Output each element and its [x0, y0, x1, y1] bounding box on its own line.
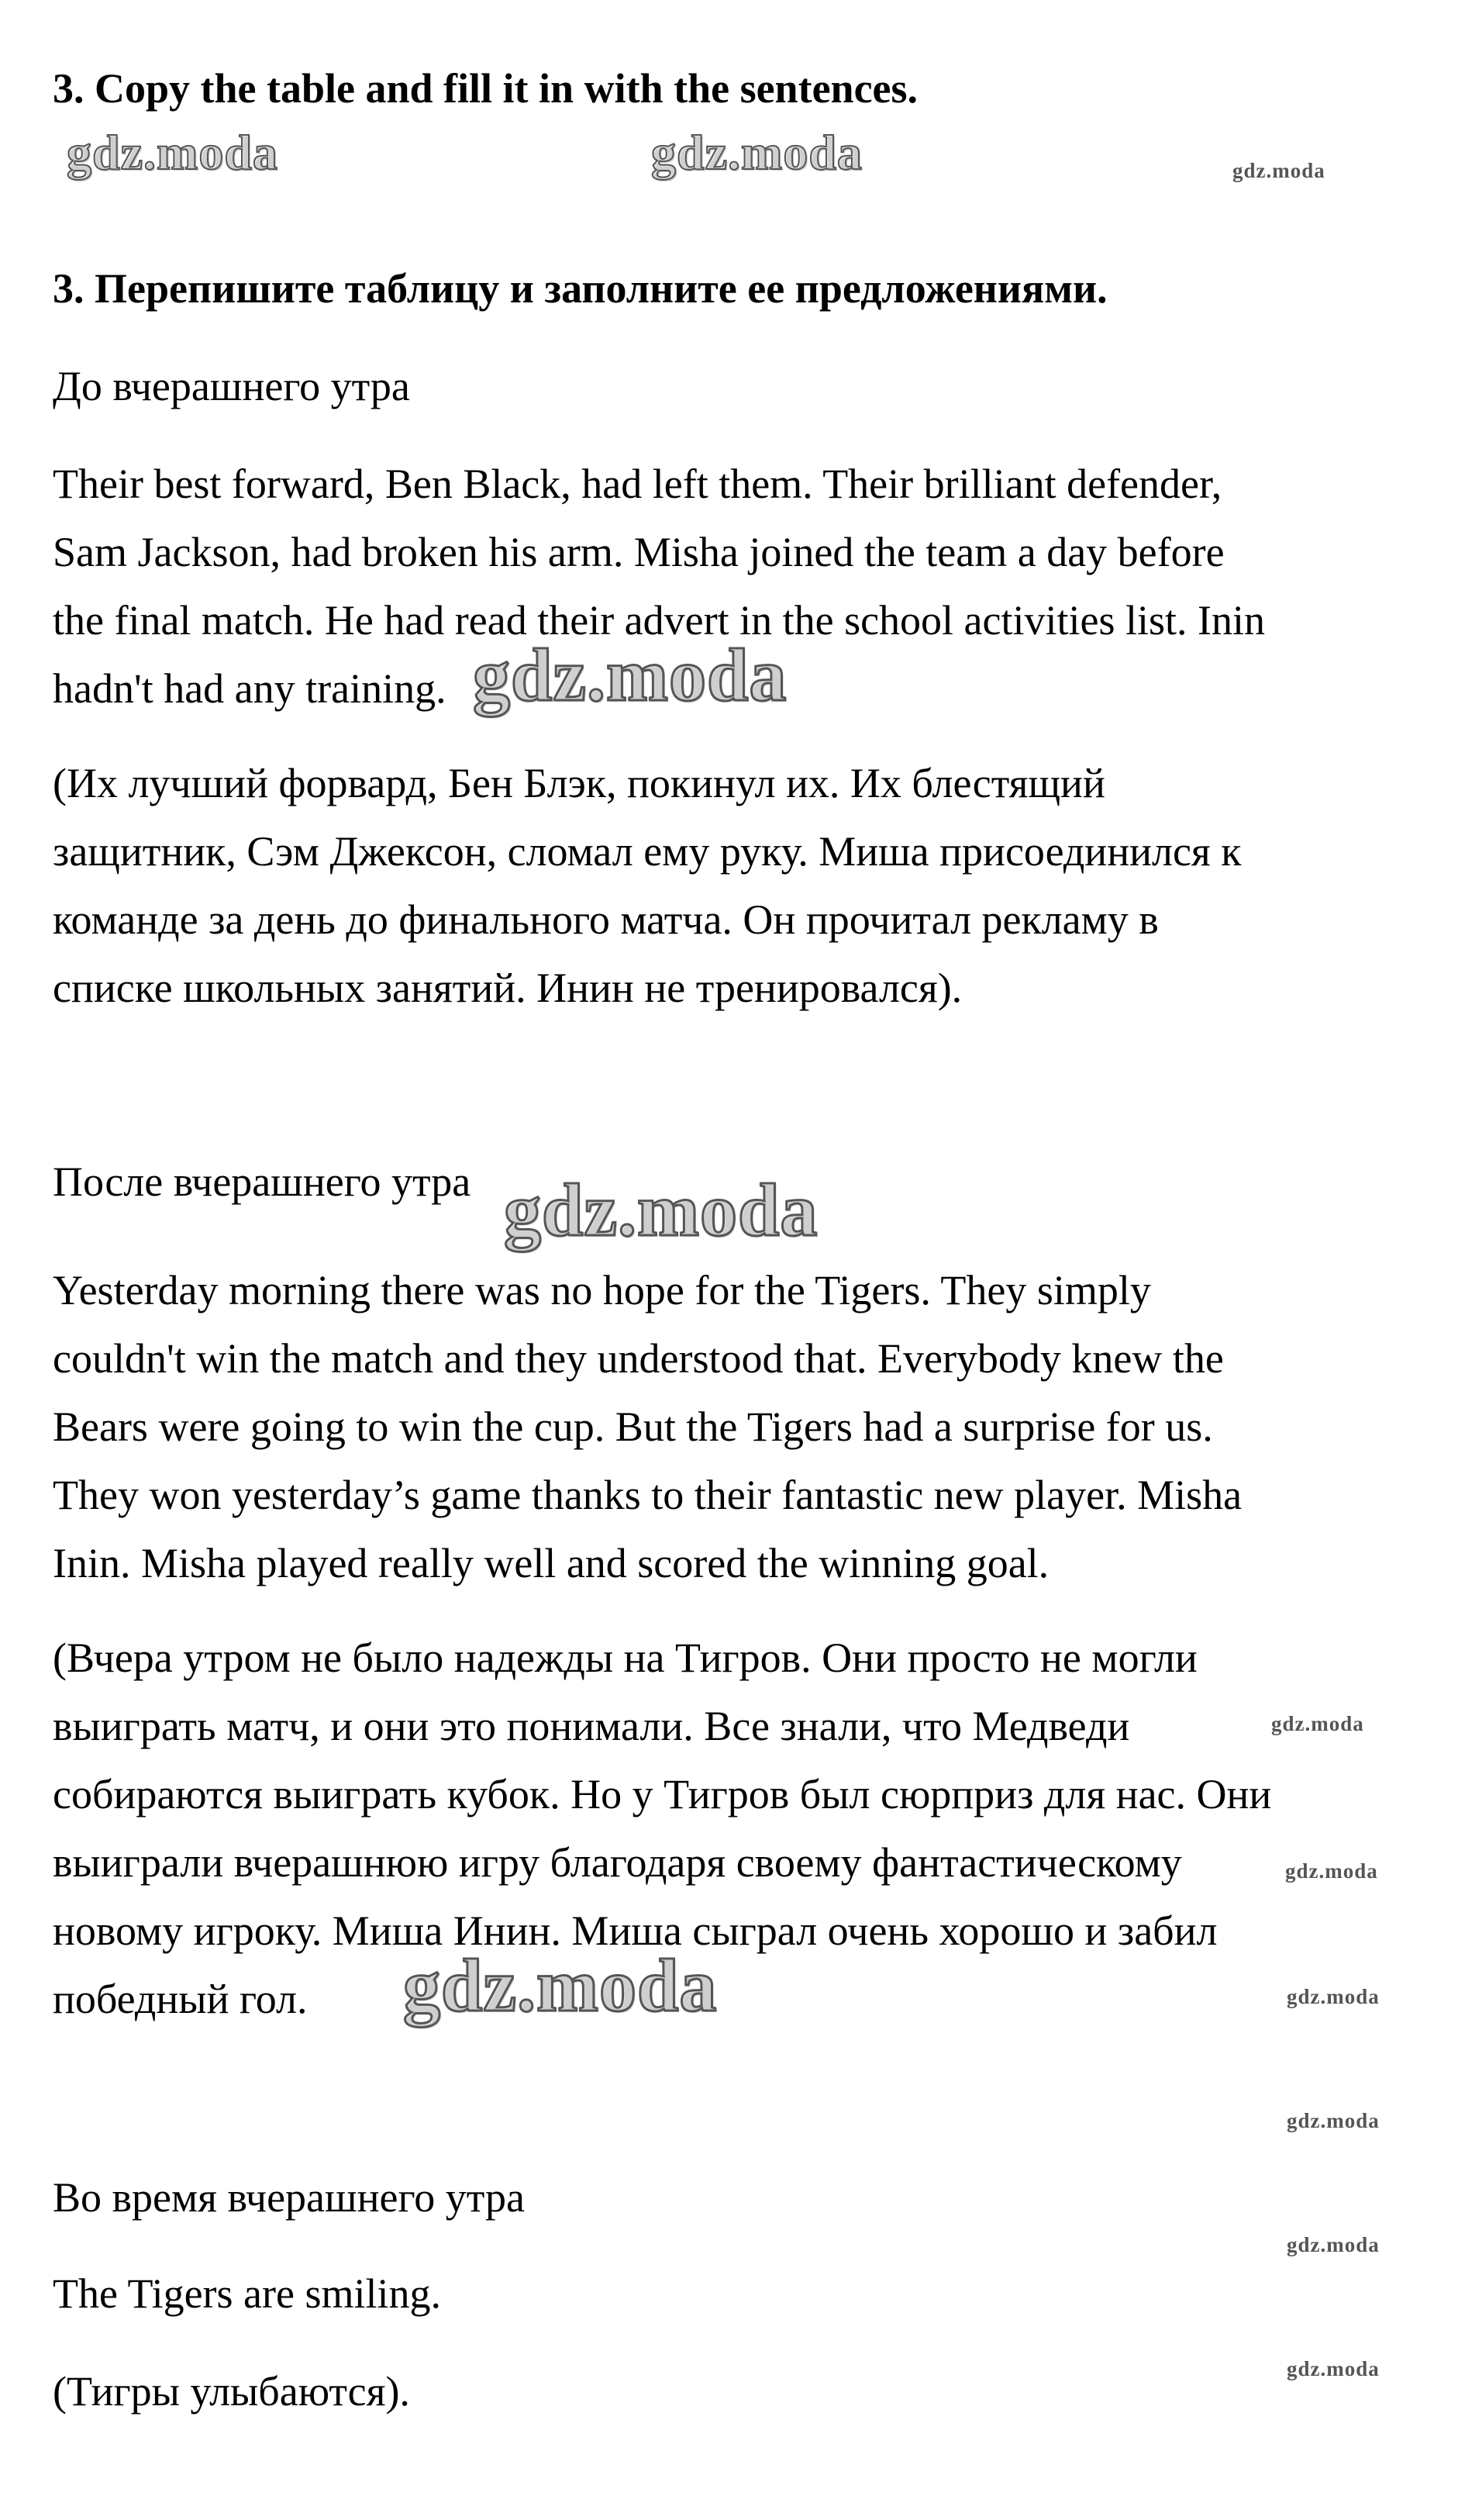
watermark: gdz.moda — [473, 633, 788, 716]
watermark: gdz.moda — [1287, 1985, 1380, 2008]
text-line: новому игроку. Миша Инин. Миша сыграл очень хорошо и забил — [53, 1907, 1218, 1954]
section-3-english: The Tigers are smiling. — [53, 2270, 441, 2317]
text-line: Yesterday morning there was no hope for the Tigers. They simply — [53, 1267, 1151, 1314]
section-1-russian — [53, 749, 1401, 1022]
watermark: gdz.moda — [403, 1944, 718, 2027]
section-1-heading: До вчерашнего утра — [53, 363, 410, 409]
section-2-english — [53, 1256, 1401, 1597]
watermark: gdz.moda — [651, 125, 863, 180]
text-line: защитник, Сэм Джексон, сломал ему руку. Миша присоединился к — [53, 828, 1242, 875]
section-3-russian: (Тигры улыбаются). — [53, 2368, 410, 2415]
text-line: They won yesterday’s game thanks to their fantastic new player. Misha — [53, 1472, 1243, 1518]
section-3-heading: Во время вчерашнего утра — [53, 2174, 526, 2221]
text-line: Bears were going to win the cup. But the Tigers had a surprise for us. — [53, 1403, 1213, 1450]
text-line: hadn't had any training. — [53, 665, 446, 712]
watermark: gdz.moda — [1271, 1712, 1364, 1735]
watermark: gdz.moda — [1287, 2357, 1380, 2380]
text-line: собираются выиграть кубок. Но у Тигров был сюрприз для нас. Они — [53, 1771, 1272, 1818]
text-line: (Их лучший форвард, Бен Блэк, покинул их. Их блестящий — [53, 760, 1105, 806]
watermark: gdz.moda — [1285, 1859, 1378, 1883]
text-line: команде за день до финального матча. Он прочитал рекламу в — [53, 896, 1159, 943]
text-line: выиграли вчерашнюю игру благодаря своему фантастическому — [53, 1839, 1182, 1886]
text-line: списке школьных занятий. Инин не тренировался). — [53, 965, 963, 1011]
section-2-heading: После вчерашнего утра — [53, 1158, 471, 1205]
watermark: gdz.moda — [504, 1169, 819, 1251]
exercise-title-en: 3. Copy the table and fill it in with the sentences. — [53, 65, 919, 112]
text-line: the final match. He had read their advert in the school activities list. Inin — [53, 597, 1265, 644]
watermark: gdz.moda — [1232, 159, 1325, 182]
exercise-title-ru: 3. Перепишите таблицу и заполните ее предложениями. — [53, 265, 1108, 312]
watermark: gdz.moda — [1287, 2109, 1380, 2132]
text-line: Their best forward, Ben Black, had left them. Their brilliant defender, — [53, 461, 1222, 507]
section-2-russian — [53, 1624, 1401, 2033]
watermark: gdz.moda — [1287, 2233, 1380, 2256]
text-line: couldn't win the match and they understood that. Everybody knew the — [53, 1335, 1224, 1382]
text-line: победный гол. — [53, 1976, 308, 2022]
text-line: выиграть матч, и они это понимали. Все знали, что Медведи — [53, 1703, 1130, 1749]
text-line: Inin. Misha played really well and scored the winning goal. — [53, 1540, 1050, 1586]
text-line: Sam Jackson, had broken his arm. Misha joined the team a day before — [53, 529, 1225, 575]
watermark: gdz.moda — [67, 125, 278, 180]
text-line: (Вчера утром не было надежды на Тигров. Они просто не могли — [53, 1635, 1198, 1681]
